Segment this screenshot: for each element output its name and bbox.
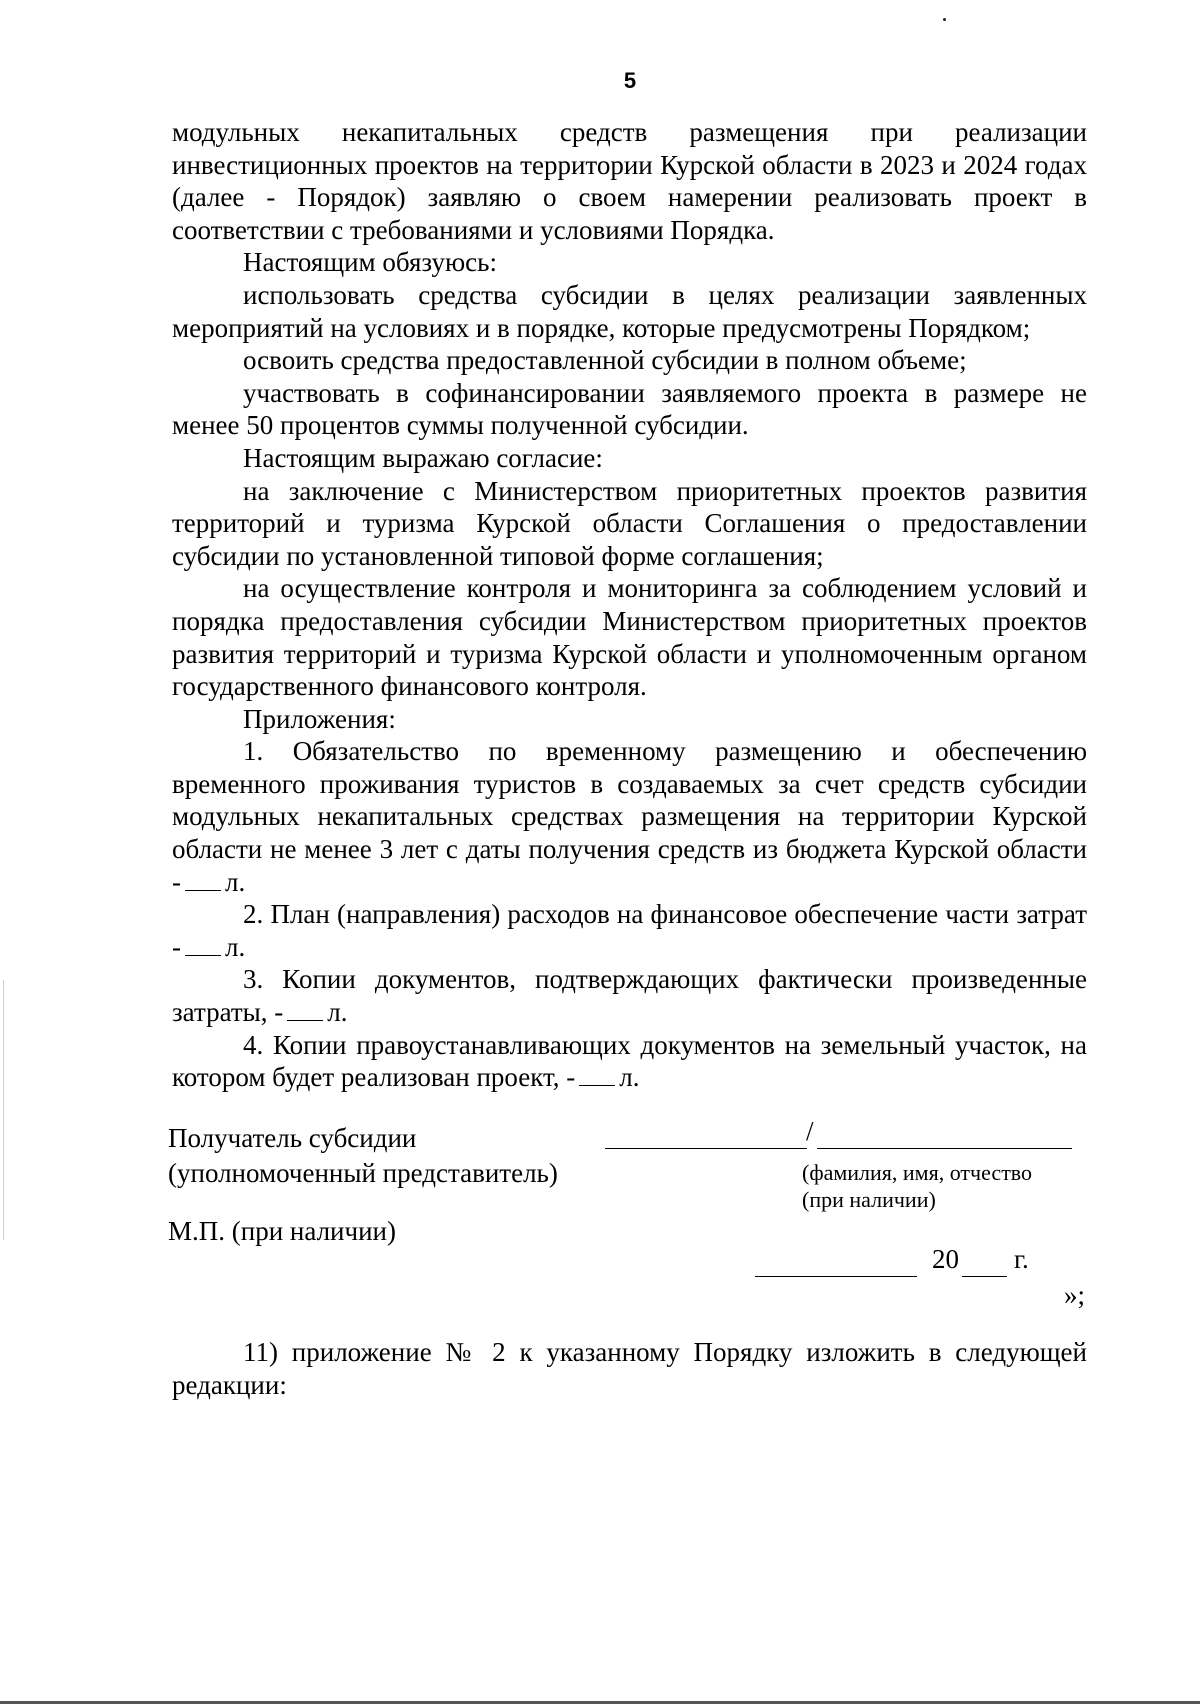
paragraph-obligations-heading: Настоящим обязуюсь:	[243, 247, 497, 278]
sheets-abbr: л.	[225, 931, 246, 962]
representative-label: (уполномоченный представитель)	[168, 1158, 558, 1188]
closing-quote: »;	[1064, 1280, 1086, 1310]
amendment-item	[172, 1336, 1087, 1401]
signature-slash: /	[806, 1116, 814, 1146]
attachment-item-1	[172, 735, 1087, 898]
stamp-label: М.П. (при наличии)	[168, 1216, 396, 1246]
scan-speck	[943, 18, 946, 21]
attachment-item-3	[172, 963, 1087, 1028]
full-name-caption: (фамилия, имя, отчество	[802, 1160, 1033, 1185]
sheets-abbr: л.	[225, 866, 246, 897]
full-name-caption-optional: (при наличии)	[802, 1187, 936, 1212]
attachment-item-2-text: 2. План (направления) расходов на финансовое обеспечение части затрат -	[172, 899, 1087, 962]
year-blank	[962, 1248, 1007, 1277]
attachment-item-1-text: 1. Обязательство по временному размещению и обеспечению временного проживания туристов в создаваемых за счет средств субсидии модульных некапитальных средствах размещения на территории Курской области не менее 3 лет с даты получения средств из бюджета Курской области -	[172, 736, 1087, 897]
attachment-item-3-text: 3. Копии документов, подтверждающих фактически произведенные затраты, -	[172, 964, 1087, 1028]
document-body	[172, 116, 1087, 1094]
attachment-item-4-text: 4. Копии правоустанавливающих документов на земельный участок, на котором будет реализован проект, -	[172, 1029, 1087, 1093]
sheet-count-blank	[185, 933, 221, 956]
paragraph-consent-control: на осуществление контроля и мониторинга за соблюдением условий и порядка предоставления субсидии Министерством приоритетных проектов развития территорий и туризма Курской области и уполномоченным органом государственного финансового контроля.	[172, 573, 1087, 702]
signature-line	[605, 1120, 807, 1149]
attachment-item-2	[172, 898, 1087, 963]
year-prefix: 20	[932, 1244, 959, 1274]
paragraph-consent-heading: Настоящим выражаю согласие:	[243, 442, 603, 473]
sheets-abbr: л.	[619, 1062, 640, 1093]
date-line	[755, 1248, 917, 1277]
sheets-abbr: л.	[327, 997, 348, 1028]
paragraph-obligation-cofinance: участвовать в софинансировании заявляемого проекта в размере не менее 50 процентов суммы полученной субсидии.	[172, 377, 1087, 441]
sheet-count-blank	[287, 998, 323, 1021]
recipient-label: Получатель субсидии	[168, 1123, 417, 1153]
sheet-count-blank	[185, 868, 221, 891]
sheet-count-blank	[579, 1063, 615, 1086]
year-suffix: г.	[1014, 1244, 1029, 1274]
scan-edge-mark	[3, 980, 4, 1240]
attachment-item-4	[172, 1029, 1087, 1094]
paragraph-obligation-spend: освоить средства предоставленной субсидии в полном объеме;	[243, 345, 967, 376]
paragraph-attachments-heading: Приложения:	[243, 703, 396, 734]
paragraph-consent-agreement: на заключение с Министерством приоритетных проектов развития территорий и туризма Курской области Соглашения о предоставлении субсидии по установленной типовой форме соглашения;	[172, 475, 1087, 571]
paragraph-obligation-use: использовать средства субсидии в целях реализации заявленных мероприятий на условиях и в порядке, которые предусмотрены Порядком;	[172, 279, 1087, 343]
page-number: 5	[623, 68, 637, 93]
full-name-line	[817, 1120, 1072, 1149]
amendment-text: 11) приложение № 2 к указанному Порядку изложить в следующей редакции:	[172, 1337, 1087, 1400]
paragraph-intro: модульных некапитальных средств размещения при реализации инвестиционных проектов на территории Курской области в 2023 и 2024 годах (далее - Порядок) заявляю о своем намерении реализовать проект в соответствии с требованиями и условиями Порядка.	[172, 117, 1087, 245]
